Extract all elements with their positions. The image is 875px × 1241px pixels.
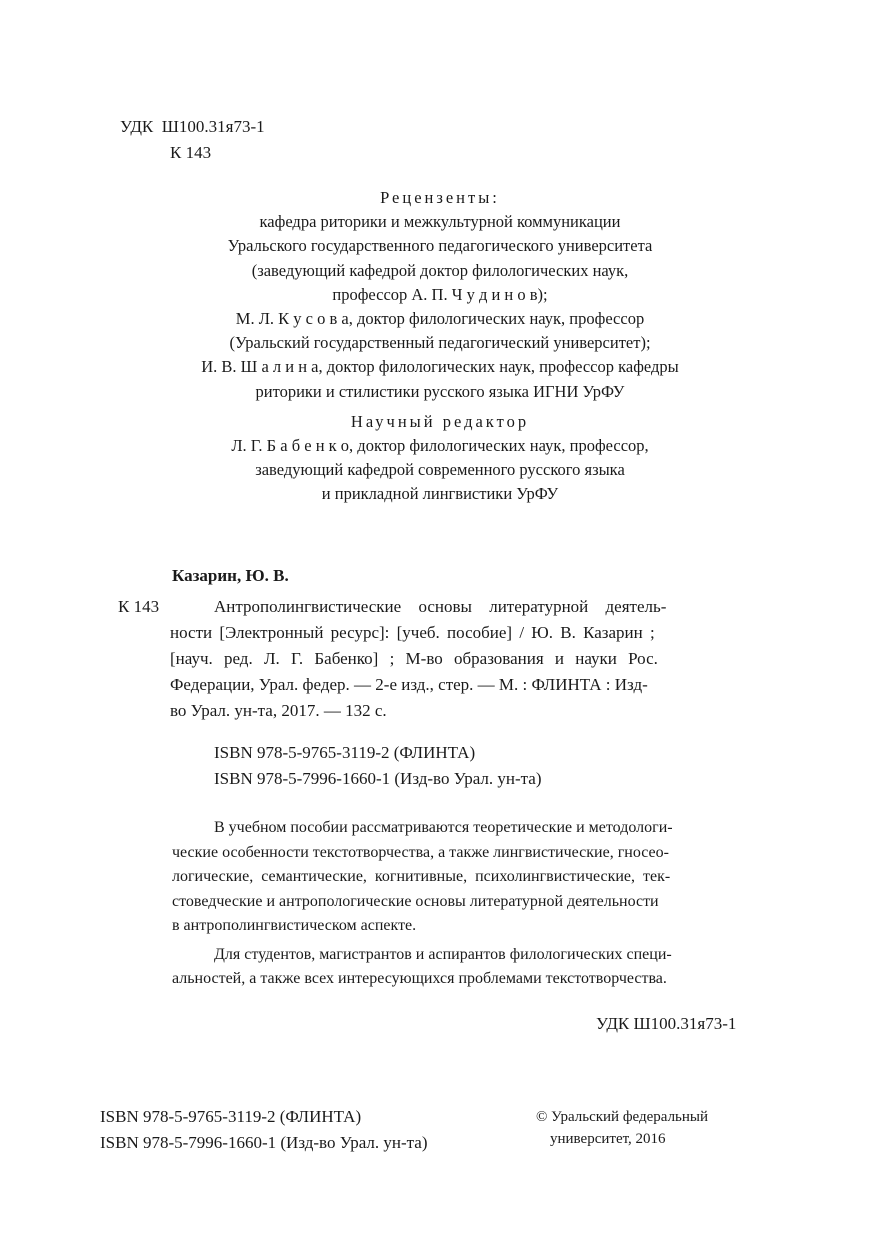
abstract-paragraph-2 [172,943,772,968]
abstract-line: стоведческие и антропологические основы литературной деятельности [172,892,659,910]
udk-header [120,114,265,166]
biblio-line: Федерации, Урал. федер. — 2-е изд., стер. — М. : ФЛИНТА : Изд- [170,675,648,694]
reviewer-line: (Уральский государственный педагогический университет); [229,333,651,353]
reviewer-line: риторики и стилистики русского языка ИГНИ УрФУ [255,381,625,401]
reviewer-line: М. Л. К у с о в а, доктор филологических наук, профессор [235,309,645,329]
reviewer-line: И. В. Ш а л и н а, доктор филологических наук, профессор кафедры [201,357,679,377]
biblio-line: [науч. ред. Л. Г. Бабенко] ; М-во образования и науки Рос. [170,649,658,668]
reviewers-heading: Рецензенты: [380,188,500,207]
reviewer-line: кафедра риторики и межкультурной коммуникации [259,212,621,232]
abstract-line: ческие особенности текстотворчества, а также лингвистические, гносео- [172,843,669,861]
isbn-line: ISBN 978-5-7996-1660-1 (Изд-во Урал. ун-та) [214,769,542,788]
biblio-line: Антрополингвистические основы литературной деятель- [214,597,667,616]
footer-isbn-line: ISBN 978-5-9765-3119-2 (ФЛИНТА) [100,1107,362,1126]
copyright-line: университет, 2016 [550,1131,666,1147]
reviewer-line: Уральского государственного педагогического университета [227,236,653,256]
entry-author: Казарин, Ю. В. [172,566,289,585]
abstract-paragraph-1 [172,816,772,841]
udk-code-top: УДК Ш100.31я73-1 [120,117,265,136]
editor-line: и прикладной лингвистики УрФУ [321,484,559,504]
author-mark-top: К 143 [170,143,212,162]
abstract [172,816,772,992]
editor-line: заведующий кафедрой современного русского языка [255,460,625,480]
biblio-line: во Урал. ун-та, 2017. — 132 с. [170,701,387,720]
abstract-line: альностей, а также всех интересующихся проблемами текстотворчества. [172,970,667,987]
biblio-line: ности [Электронный ресурс]: [учеб. пособие] / Ю. В. Казарин ; [170,623,655,642]
footer-isbn-line: ISBN 978-5-7996-1660-1 (Изд-во Урал. ун-та) [100,1133,428,1152]
editor-heading: Научный редактор [350,411,530,431]
copyright-line: © Уральский федеральный [536,1109,709,1125]
reviewer-line: (заведующий кафедрой доктор филологических наук, [251,260,629,280]
copyright-notice [536,1106,708,1150]
abstract-line: логические, семантические, когнитивные, психолингвистические, тек- [172,868,671,885]
bibliographic-description [170,594,774,724]
reviewers-block [120,186,760,507]
abstract-line: Для студентов, магистрантов и аспирантов филологических специ- [214,945,672,963]
abstract-line: В учебном пособии рассматриваются теоретические и методологи- [214,819,673,836]
entry-author-mark: К 143 [118,597,160,616]
footer-isbn-block [100,1104,428,1156]
reviewer-line: профессор А. П. Ч у д и н о в); [332,284,548,304]
abstract-line: в антрополингвистическом аспекте. [172,917,417,934]
editor-line: Л. Г. Б а б е н к о, доктор филологических наук, профессор, [231,436,649,456]
isbn-line: ISBN 978-5-9765-3119-2 (ФЛИНТА) [214,743,476,762]
udk-code-bottom: УДК Ш100.31я73-1 [596,1014,737,1033]
entry-isbn-block [214,740,542,792]
